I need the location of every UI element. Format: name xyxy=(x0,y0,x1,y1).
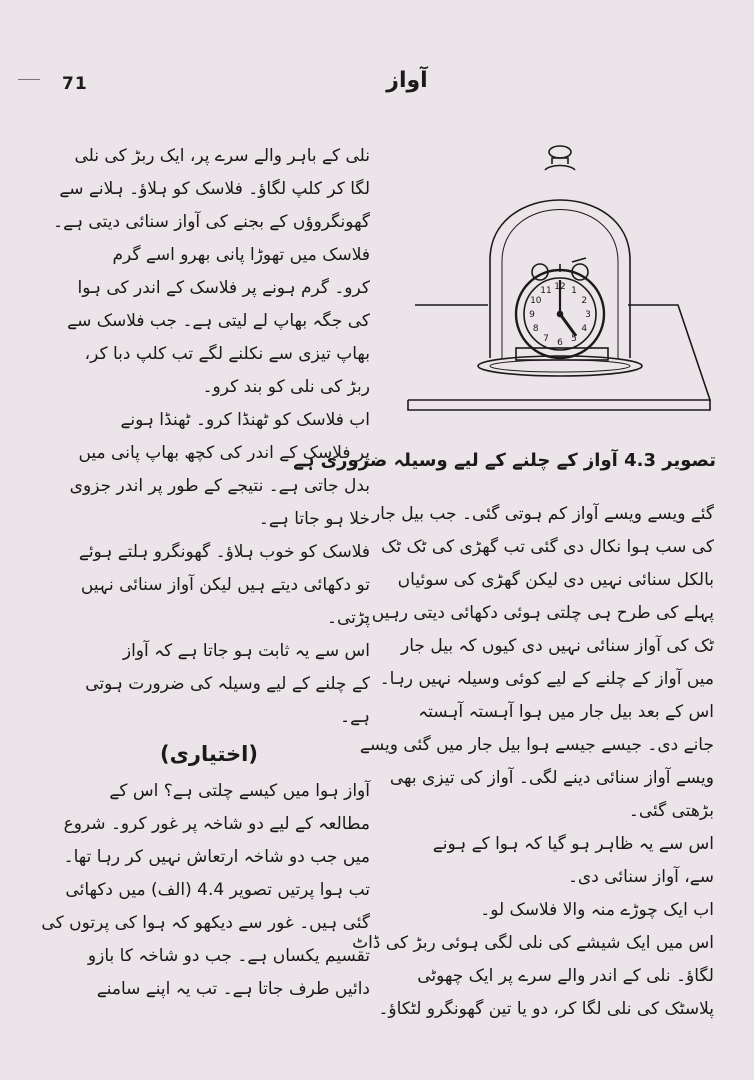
clock-hour-hand xyxy=(560,314,576,336)
text-line: لگا کر کلپ لگاؤ۔ فلاسک کو ہلاؤ۔ ہلانے سے xyxy=(59,179,370,199)
text-line: جانے دی۔ جیسے جیسے ہوا بیل جار میں گئی ویسے xyxy=(359,735,714,755)
clock-numeral: 4 xyxy=(581,324,588,334)
text-line: آواز ہوا میں کیسے چلتی ہے؟ اس کے xyxy=(109,781,370,801)
knob-stem xyxy=(552,158,568,164)
bell-jar-figure xyxy=(400,140,715,425)
text-line: پر فلاسک کے اندر کی کچھ بھاپ پانی میں xyxy=(78,443,370,463)
clock-numeral: 6 xyxy=(557,338,563,348)
text-line: میں جب دو شاخہ ارتعاش نہیں کر رہا تھا۔ xyxy=(63,847,370,867)
text-line: فلاسک میں تھوڑا پانی بھرو اسے گرم xyxy=(112,245,370,265)
clock-numeral: 1 xyxy=(571,285,577,296)
left-lines-2 xyxy=(41,775,370,1006)
left-column xyxy=(41,140,370,1006)
clock-numeral: 7 xyxy=(543,334,549,345)
text-line: ہے۔ xyxy=(340,707,370,727)
optional-heading: (اختیاری) xyxy=(160,742,258,766)
text-line: پلاسٹک کی نلی لگا کر، دو یا تین گھونگرو لٹکاؤ۔ xyxy=(378,999,714,1019)
text-line: پڑتی۔ xyxy=(327,608,370,628)
knob-icon xyxy=(549,146,571,158)
text-line: بدل جاتی ہے۔ نتیجے کے طور پر اندر جزوی xyxy=(69,476,370,496)
text-line: گئے ویسے ویسے آواز کم ہوتی گئی۔ جب بیل جار xyxy=(371,504,714,524)
bell-jar-dome xyxy=(490,200,630,358)
text-line: خلا ہو جاتا ہے۔ xyxy=(258,509,370,529)
header-rule xyxy=(18,79,40,80)
clock-numeral: 11 xyxy=(540,285,552,296)
text-line: گھونگروؤں کے بجنے کی آواز سنائی دیتی ہے۔ xyxy=(53,212,370,232)
text-line: نلی کے باہر والے سرے پر، ایک ربڑ کی نلی xyxy=(74,146,370,166)
text-line: اس میں ایک شیشے کی نلی لگی ہوئی ربڑ کی ڈاٹ xyxy=(352,933,714,953)
text-line: کی جگہ بھاپ لے لیتی ہے۔ جب فلاسک سے xyxy=(67,311,370,331)
clock-numeral: 10 xyxy=(530,296,542,306)
page-number: 71 xyxy=(62,74,88,94)
text-line: اس کے بعد بیل جار میں ہوا آہستہ آہستہ xyxy=(418,702,714,722)
clock-center xyxy=(558,312,563,317)
text-line: گئی ہیں۔ غور سے دیکھو کہ ہوا کی پرتوں کی xyxy=(41,913,370,933)
clock-numeral: 2 xyxy=(581,296,588,306)
text-line: فلاسک کو خوب ہلاؤ۔ گھونگرو ہلتے ہوئے xyxy=(78,542,370,562)
jar-base-ring-inner xyxy=(490,360,630,372)
text-line: میں آواز کے چلنے کے لیے کوئی وسیلہ نہیں رہا۔ xyxy=(379,669,714,689)
text-line: تب ہوا پرتیں تصویر 4.4 (الف) میں دکھائی xyxy=(65,880,370,900)
text-line: اب فلاسک کو ٹھنڈا کرو۔ ٹھنڈا ہونے xyxy=(120,410,370,430)
clock-numeral: 5 xyxy=(571,334,577,345)
text-line: ربڑ کی نلی کو بند کرو۔ xyxy=(202,377,370,397)
left-lines xyxy=(48,140,370,734)
text-line: سے، آواز سنائی دی۔ xyxy=(567,867,714,887)
text-line: دائیں طرف جاتا ہے۔ تب یہ اپنے سامنے xyxy=(96,979,370,999)
running-head: آواز xyxy=(386,68,428,93)
figure-caption: تصویر 4.3 آواز کے چلنے کے لیے وسیلہ ضروری ہے xyxy=(293,450,716,471)
clock-numeral: 12 xyxy=(554,282,566,292)
text-line: کے چلنے کے لیے وسیلہ کی ضرورت ہوتی xyxy=(85,674,370,694)
jar-neck xyxy=(545,166,575,171)
text-line: مطالعہ کے لیے دو شاخہ پر غور کرو۔ شروع xyxy=(63,814,370,834)
text-line: بالکل سنائی نہیں دی لیکن گھڑی کی سوئیاں xyxy=(397,570,714,590)
table-edge xyxy=(408,400,710,410)
text-line: پہلے کی طرح ہی چلتی ہوئی دکھائی دیتی رہیں۔ xyxy=(361,603,714,623)
table-slab xyxy=(408,305,710,400)
text-line: تو دکھائی دیتے ہیں لیکن آواز سنائی نہیں xyxy=(80,575,370,595)
text-line: کی سب ہوا نکال دی گئی تب گھڑی کی ٹک ٹک xyxy=(381,537,714,557)
text-line: بڑھتی گئی۔ xyxy=(628,801,714,821)
text-line: اس سے یہ ثابت ہو جاتا ہے کہ آواز xyxy=(122,641,370,661)
text-line: کرو۔ گرم ہونے پر فلاسک کے اندر کی ہوا xyxy=(77,278,370,298)
clock-numeral: 9 xyxy=(529,310,535,320)
clock-numeral: 3 xyxy=(585,310,591,320)
text-line: لگاؤ۔ نلی کے اندر والے سرے پر ایک چھوٹی xyxy=(417,966,714,986)
text-line: تقسیم یکساں ہے۔ جب دو شاخہ کا بازو xyxy=(87,946,370,966)
text-line: ٹک کی آواز سنائی نہیں دی کیوں کہ بیل جار xyxy=(401,636,714,656)
clock-numeral: 8 xyxy=(532,324,539,334)
text-line: بھاپ تیزی سے نکلنے لگے تب کلپ دبا کر، xyxy=(84,344,370,364)
text-line: اب ایک چوڑے منہ والا فلاسک لو۔ xyxy=(480,900,714,920)
text-line: ویسے آواز سنائی دینے لگی۔ آواز کی تیزی بھی xyxy=(389,768,714,788)
text-line: اس سے یہ ظاہر ہو گیا کہ ہوا کے ہونے xyxy=(432,834,714,854)
